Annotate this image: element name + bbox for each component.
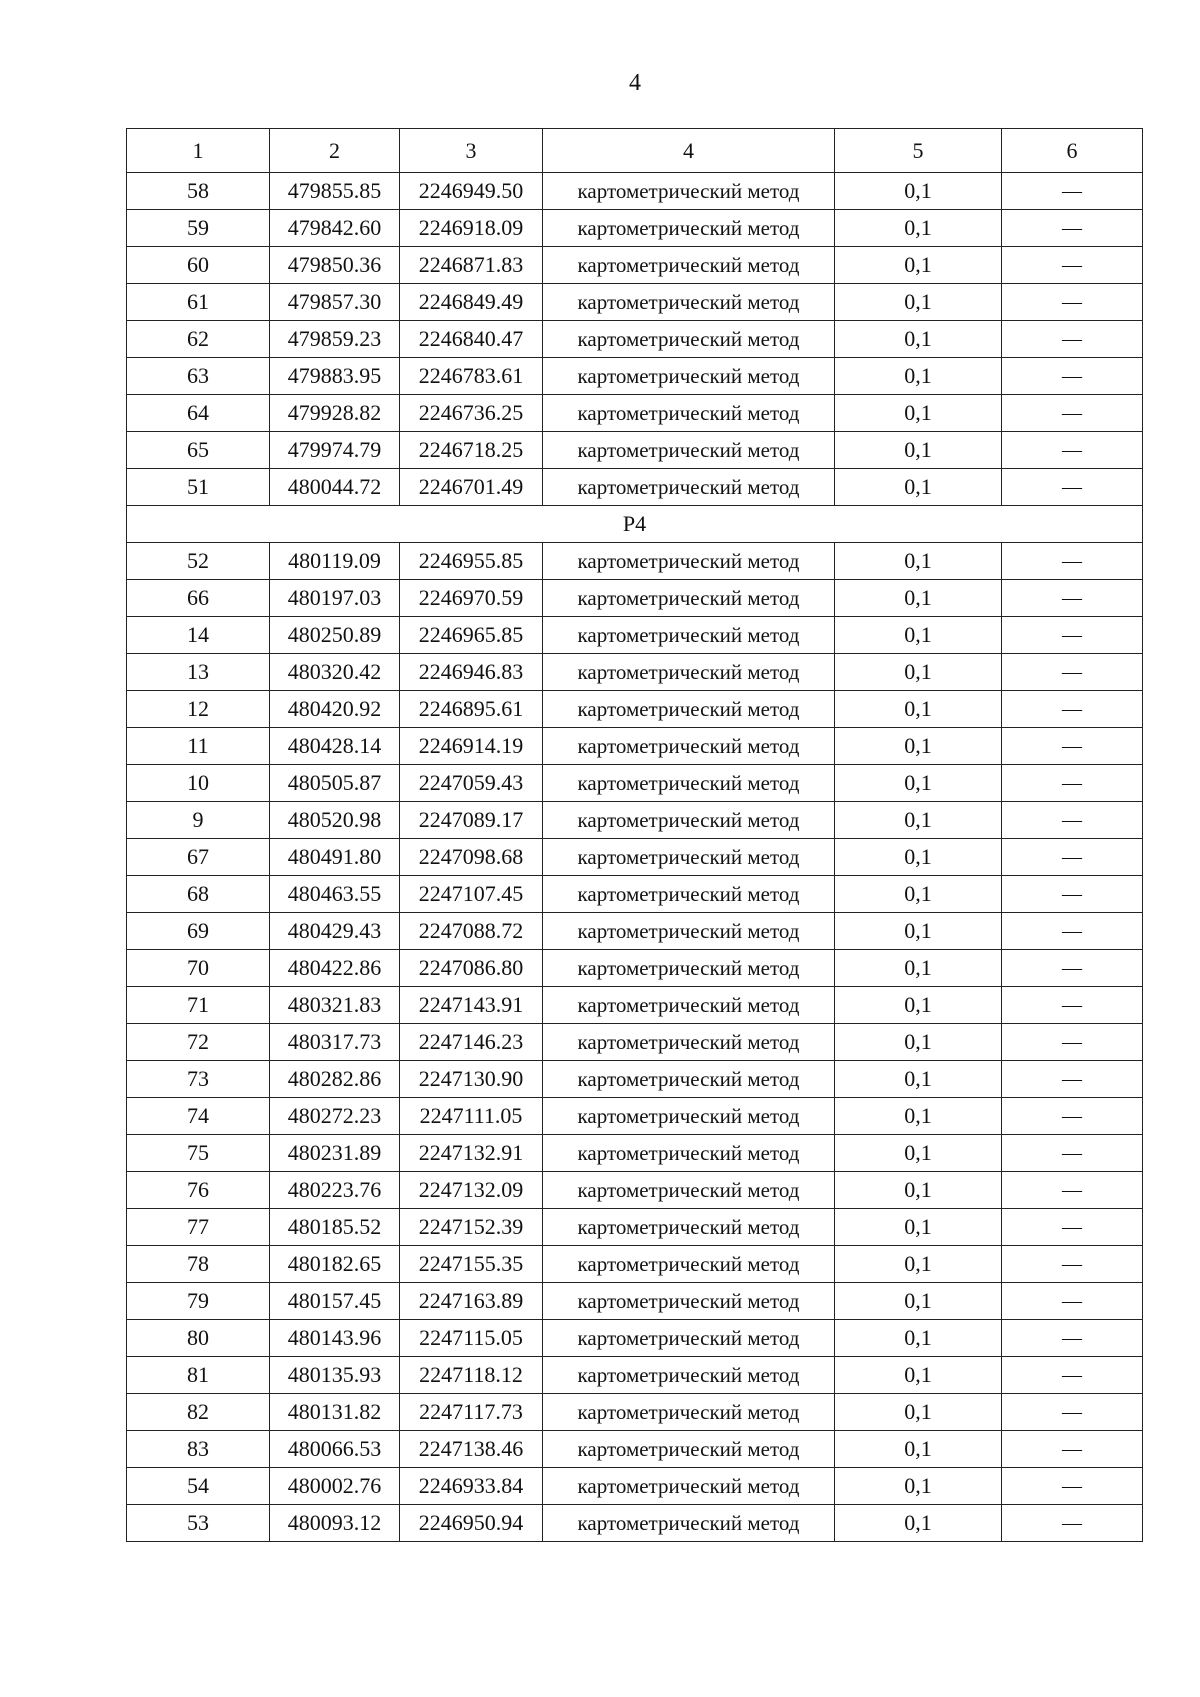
y-coordinate-cell: 2247118.12 — [400, 1357, 543, 1394]
note-cell: — — [1002, 543, 1143, 580]
y-coordinate-cell: 2247115.05 — [400, 1320, 543, 1357]
method-cell: картометрический метод — [543, 1431, 835, 1468]
table-row — [127, 728, 1143, 765]
accuracy-cell: 0,1 — [835, 913, 1002, 950]
table-row — [127, 765, 1143, 802]
y-coordinate-cell: 2247111.05 — [400, 1098, 543, 1135]
accuracy-cell: 0,1 — [835, 580, 1002, 617]
y-coordinate-cell: 2247107.45 — [400, 876, 543, 913]
x-coordinate-cell: 480119.09 — [270, 543, 400, 580]
note-cell: — — [1002, 210, 1143, 247]
table-row — [127, 210, 1143, 247]
table-row — [127, 469, 1143, 506]
point-number-cell: 79 — [127, 1283, 270, 1320]
table-row — [127, 654, 1143, 691]
accuracy-cell: 0,1 — [835, 654, 1002, 691]
y-coordinate-cell: 2246949.50 — [400, 173, 543, 210]
table-row — [127, 802, 1143, 839]
note-cell: — — [1002, 469, 1143, 506]
point-number-cell: 77 — [127, 1209, 270, 1246]
accuracy-cell: 0,1 — [835, 284, 1002, 321]
note-cell: — — [1002, 284, 1143, 321]
point-number-cell: 75 — [127, 1135, 270, 1172]
accuracy-cell: 0,1 — [835, 1320, 1002, 1357]
point-number-cell: 61 — [127, 284, 270, 321]
accuracy-cell: 0,1 — [835, 1357, 1002, 1394]
method-cell: картометрический метод — [543, 1283, 835, 1320]
table-row — [127, 1135, 1143, 1172]
y-coordinate-cell: 2247117.73 — [400, 1394, 543, 1431]
coordinates-table — [126, 128, 1143, 1542]
y-coordinate-cell: 2247088.72 — [400, 913, 543, 950]
x-coordinate-cell: 480223.76 — [270, 1172, 400, 1209]
method-cell: картометрический метод — [543, 728, 835, 765]
x-coordinate-cell: 480317.73 — [270, 1024, 400, 1061]
y-coordinate-cell: 2247155.35 — [400, 1246, 543, 1283]
y-coordinate-cell: 2247132.09 — [400, 1172, 543, 1209]
method-cell: картометрический метод — [543, 321, 835, 358]
x-coordinate-cell: 479883.95 — [270, 358, 400, 395]
y-coordinate-cell: 2246736.25 — [400, 395, 543, 432]
table-row — [127, 691, 1143, 728]
note-cell: — — [1002, 432, 1143, 469]
point-number-cell: 11 — [127, 728, 270, 765]
y-coordinate-cell: 2246955.85 — [400, 543, 543, 580]
x-coordinate-cell: 480157.45 — [270, 1283, 400, 1320]
method-cell: картометрический метод — [543, 950, 835, 987]
table-row — [127, 284, 1143, 321]
note-cell: — — [1002, 1357, 1143, 1394]
point-number-cell: 14 — [127, 617, 270, 654]
note-cell: — — [1002, 839, 1143, 876]
point-number-cell: 12 — [127, 691, 270, 728]
y-coordinate-cell: 2247146.23 — [400, 1024, 543, 1061]
table-row — [127, 913, 1143, 950]
x-coordinate-cell: 479928.82 — [270, 395, 400, 432]
method-cell: картометрический метод — [543, 1209, 835, 1246]
accuracy-cell: 0,1 — [835, 1209, 1002, 1246]
method-cell: картометрический метод — [543, 1061, 835, 1098]
note-cell: — — [1002, 1246, 1143, 1283]
method-cell: картометрический метод — [543, 1135, 835, 1172]
x-coordinate-cell: 480131.82 — [270, 1394, 400, 1431]
x-coordinate-cell: 480320.42 — [270, 654, 400, 691]
y-coordinate-cell: 2246965.85 — [400, 617, 543, 654]
x-coordinate-cell: 480282.86 — [270, 1061, 400, 1098]
method-cell: картометрический метод — [543, 543, 835, 580]
table-row — [127, 173, 1143, 210]
table-row — [127, 247, 1143, 284]
header-cell-2: 2 — [270, 129, 400, 173]
point-number-cell: 81 — [127, 1357, 270, 1394]
accuracy-cell: 0,1 — [835, 876, 1002, 913]
accuracy-cell: 0,1 — [835, 432, 1002, 469]
method-cell: картометрический метод — [543, 654, 835, 691]
table-row — [127, 395, 1143, 432]
x-coordinate-cell: 480185.52 — [270, 1209, 400, 1246]
point-number-cell: 13 — [127, 654, 270, 691]
method-cell: картометрический метод — [543, 802, 835, 839]
table-row — [127, 1394, 1143, 1431]
point-number-cell: 82 — [127, 1394, 270, 1431]
accuracy-cell: 0,1 — [835, 617, 1002, 654]
accuracy-cell: 0,1 — [835, 469, 1002, 506]
x-coordinate-cell: 480420.92 — [270, 691, 400, 728]
table-row — [127, 1098, 1143, 1135]
method-cell: картометрический метод — [543, 247, 835, 284]
method-cell: картометрический метод — [543, 1468, 835, 1505]
point-number-cell: 54 — [127, 1468, 270, 1505]
accuracy-cell: 0,1 — [835, 839, 1002, 876]
note-cell: — — [1002, 987, 1143, 1024]
note-cell: — — [1002, 1135, 1143, 1172]
header-cell-1: 1 — [127, 129, 270, 173]
y-coordinate-cell: 2246783.61 — [400, 358, 543, 395]
note-cell: — — [1002, 1431, 1143, 1468]
point-number-cell: 62 — [127, 321, 270, 358]
x-coordinate-cell: 480143.96 — [270, 1320, 400, 1357]
x-coordinate-cell: 480093.12 — [270, 1505, 400, 1542]
note-cell: — — [1002, 950, 1143, 987]
y-coordinate-cell: 2247138.46 — [400, 1431, 543, 1468]
x-coordinate-cell: 480044.72 — [270, 469, 400, 506]
accuracy-cell: 0,1 — [835, 1246, 1002, 1283]
table-row — [127, 1246, 1143, 1283]
y-coordinate-cell: 2247098.68 — [400, 839, 543, 876]
method-cell: картометрический метод — [543, 1394, 835, 1431]
y-coordinate-cell: 2247059.43 — [400, 765, 543, 802]
table-row — [127, 1209, 1143, 1246]
method-cell: картометрический метод — [543, 1024, 835, 1061]
y-coordinate-cell: 2247086.80 — [400, 950, 543, 987]
x-coordinate-cell: 480429.43 — [270, 913, 400, 950]
y-coordinate-cell: 2246701.49 — [400, 469, 543, 506]
note-cell: — — [1002, 728, 1143, 765]
note-cell: — — [1002, 691, 1143, 728]
method-cell: картометрический метод — [543, 580, 835, 617]
y-coordinate-cell: 2246933.84 — [400, 1468, 543, 1505]
accuracy-cell: 0,1 — [835, 950, 1002, 987]
section-title-row — [127, 506, 1143, 543]
point-number-cell: 71 — [127, 987, 270, 1024]
x-coordinate-cell: 479974.79 — [270, 432, 400, 469]
y-coordinate-cell: 2247132.91 — [400, 1135, 543, 1172]
x-coordinate-cell: 479850.36 — [270, 247, 400, 284]
note-cell: — — [1002, 654, 1143, 691]
accuracy-cell: 0,1 — [835, 1431, 1002, 1468]
y-coordinate-cell: 2246718.25 — [400, 432, 543, 469]
note-cell: — — [1002, 173, 1143, 210]
x-coordinate-cell: 480272.23 — [270, 1098, 400, 1135]
x-coordinate-cell: 480422.86 — [270, 950, 400, 987]
note-cell: — — [1002, 1394, 1143, 1431]
method-cell: картометрический метод — [543, 173, 835, 210]
point-number-cell: 80 — [127, 1320, 270, 1357]
accuracy-cell: 0,1 — [835, 1098, 1002, 1135]
note-cell: — — [1002, 1172, 1143, 1209]
table-row — [127, 1061, 1143, 1098]
point-number-cell: 69 — [127, 913, 270, 950]
y-coordinate-cell: 2247152.39 — [400, 1209, 543, 1246]
x-coordinate-cell: 479857.30 — [270, 284, 400, 321]
table-row — [127, 839, 1143, 876]
y-coordinate-cell: 2246871.83 — [400, 247, 543, 284]
x-coordinate-cell: 480197.03 — [270, 580, 400, 617]
note-cell: — — [1002, 395, 1143, 432]
header-cell-5: 5 — [835, 129, 1002, 173]
table-row — [127, 543, 1143, 580]
point-number-cell: 78 — [127, 1246, 270, 1283]
table-row — [127, 950, 1143, 987]
note-cell: — — [1002, 1061, 1143, 1098]
note-cell: — — [1002, 580, 1143, 617]
method-cell: картометрический метод — [543, 1098, 835, 1135]
note-cell: — — [1002, 358, 1143, 395]
table-row — [127, 321, 1143, 358]
point-number-cell: 67 — [127, 839, 270, 876]
method-cell: картометрический метод — [543, 876, 835, 913]
table-row — [127, 358, 1143, 395]
method-cell: картометрический метод — [543, 987, 835, 1024]
note-cell: — — [1002, 247, 1143, 284]
method-cell: картометрический метод — [543, 395, 835, 432]
accuracy-cell: 0,1 — [835, 728, 1002, 765]
x-coordinate-cell: 480491.80 — [270, 839, 400, 876]
x-coordinate-cell: 480520.98 — [270, 802, 400, 839]
section-title: Р4 — [127, 506, 1143, 543]
y-coordinate-cell: 2246970.59 — [400, 580, 543, 617]
method-cell: картометрический метод — [543, 913, 835, 950]
point-number-cell: 9 — [127, 802, 270, 839]
table-row — [127, 1357, 1143, 1394]
accuracy-cell: 0,1 — [835, 247, 1002, 284]
y-coordinate-cell: 2246950.94 — [400, 1505, 543, 1542]
accuracy-cell: 0,1 — [835, 173, 1002, 210]
y-coordinate-cell: 2246946.83 — [400, 654, 543, 691]
x-coordinate-cell: 480135.93 — [270, 1357, 400, 1394]
point-number-cell: 68 — [127, 876, 270, 913]
x-coordinate-cell: 480428.14 — [270, 728, 400, 765]
accuracy-cell: 0,1 — [835, 321, 1002, 358]
point-number-cell: 64 — [127, 395, 270, 432]
point-number-cell: 63 — [127, 358, 270, 395]
note-cell: — — [1002, 1209, 1143, 1246]
x-coordinate-cell: 480505.87 — [270, 765, 400, 802]
point-number-cell: 10 — [127, 765, 270, 802]
note-cell: — — [1002, 1320, 1143, 1357]
accuracy-cell: 0,1 — [835, 987, 1002, 1024]
table-row — [127, 1283, 1143, 1320]
method-cell: картометрический метод — [543, 284, 835, 321]
accuracy-cell: 0,1 — [835, 395, 1002, 432]
y-coordinate-cell: 2246914.19 — [400, 728, 543, 765]
accuracy-cell: 0,1 — [835, 1061, 1002, 1098]
accuracy-cell: 0,1 — [835, 691, 1002, 728]
accuracy-cell: 0,1 — [835, 543, 1002, 580]
table-row — [127, 1505, 1143, 1542]
note-cell: — — [1002, 1505, 1143, 1542]
note-cell: — — [1002, 321, 1143, 358]
table-row — [127, 1431, 1143, 1468]
point-number-cell: 58 — [127, 173, 270, 210]
table-row — [127, 1024, 1143, 1061]
accuracy-cell: 0,1 — [835, 1468, 1002, 1505]
page-number: 4 — [629, 70, 641, 96]
y-coordinate-cell: 2246895.61 — [400, 691, 543, 728]
note-cell: — — [1002, 765, 1143, 802]
method-cell: картометрический метод — [543, 691, 835, 728]
x-coordinate-cell: 479842.60 — [270, 210, 400, 247]
point-number-cell: 51 — [127, 469, 270, 506]
x-coordinate-cell: 479859.23 — [270, 321, 400, 358]
note-cell: — — [1002, 1024, 1143, 1061]
point-number-cell: 59 — [127, 210, 270, 247]
table-row — [127, 432, 1143, 469]
x-coordinate-cell: 480231.89 — [270, 1135, 400, 1172]
method-cell: картометрический метод — [543, 210, 835, 247]
method-cell: картометрический метод — [543, 432, 835, 469]
point-number-cell: 65 — [127, 432, 270, 469]
table-row — [127, 617, 1143, 654]
y-coordinate-cell: 2247163.89 — [400, 1283, 543, 1320]
accuracy-cell: 0,1 — [835, 210, 1002, 247]
method-cell: картометрический метод — [543, 1357, 835, 1394]
table-row — [127, 876, 1143, 913]
method-cell: картометрический метод — [543, 469, 835, 506]
note-cell: — — [1002, 913, 1143, 950]
accuracy-cell: 0,1 — [835, 1172, 1002, 1209]
accuracy-cell: 0,1 — [835, 1024, 1002, 1061]
point-number-cell: 83 — [127, 1431, 270, 1468]
table-row — [127, 1468, 1143, 1505]
y-coordinate-cell: 2246849.49 — [400, 284, 543, 321]
note-cell: — — [1002, 1098, 1143, 1135]
table-header-row — [127, 129, 1143, 173]
table-row — [127, 580, 1143, 617]
point-number-cell: 74 — [127, 1098, 270, 1135]
coordinates-table-body — [127, 129, 1143, 1542]
note-cell: — — [1002, 1283, 1143, 1320]
accuracy-cell: 0,1 — [835, 1283, 1002, 1320]
method-cell: картометрический метод — [543, 1246, 835, 1283]
note-cell: — — [1002, 802, 1143, 839]
accuracy-cell: 0,1 — [835, 358, 1002, 395]
y-coordinate-cell: 2247130.90 — [400, 1061, 543, 1098]
method-cell: картометрический метод — [543, 358, 835, 395]
accuracy-cell: 0,1 — [835, 1394, 1002, 1431]
method-cell: картометрический метод — [543, 839, 835, 876]
y-coordinate-cell: 2246918.09 — [400, 210, 543, 247]
point-number-cell: 52 — [127, 543, 270, 580]
accuracy-cell: 0,1 — [835, 765, 1002, 802]
note-cell: — — [1002, 617, 1143, 654]
point-number-cell: 60 — [127, 247, 270, 284]
header-cell-4: 4 — [543, 129, 835, 173]
x-coordinate-cell: 480002.76 — [270, 1468, 400, 1505]
note-cell: — — [1002, 1468, 1143, 1505]
x-coordinate-cell: 480463.55 — [270, 876, 400, 913]
method-cell: картометрический метод — [543, 1172, 835, 1209]
accuracy-cell: 0,1 — [835, 802, 1002, 839]
table-row — [127, 1320, 1143, 1357]
y-coordinate-cell: 2246840.47 — [400, 321, 543, 358]
y-coordinate-cell: 2247143.91 — [400, 987, 543, 1024]
point-number-cell: 76 — [127, 1172, 270, 1209]
x-coordinate-cell: 480250.89 — [270, 617, 400, 654]
point-number-cell: 70 — [127, 950, 270, 987]
table-row — [127, 1172, 1143, 1209]
method-cell: картометрический метод — [543, 765, 835, 802]
x-coordinate-cell: 480066.53 — [270, 1431, 400, 1468]
point-number-cell: 53 — [127, 1505, 270, 1542]
x-coordinate-cell: 480321.83 — [270, 987, 400, 1024]
header-cell-6: 6 — [1002, 129, 1143, 173]
point-number-cell: 66 — [127, 580, 270, 617]
table-row — [127, 987, 1143, 1024]
accuracy-cell: 0,1 — [835, 1135, 1002, 1172]
note-cell: — — [1002, 876, 1143, 913]
y-coordinate-cell: 2247089.17 — [400, 802, 543, 839]
x-coordinate-cell: 479855.85 — [270, 173, 400, 210]
method-cell: картометрический метод — [543, 1505, 835, 1542]
method-cell: картометрический метод — [543, 617, 835, 654]
point-number-cell: 72 — [127, 1024, 270, 1061]
header-cell-3: 3 — [400, 129, 543, 173]
point-number-cell: 73 — [127, 1061, 270, 1098]
method-cell: картометрический метод — [543, 1320, 835, 1357]
x-coordinate-cell: 480182.65 — [270, 1246, 400, 1283]
accuracy-cell: 0,1 — [835, 1505, 1002, 1542]
